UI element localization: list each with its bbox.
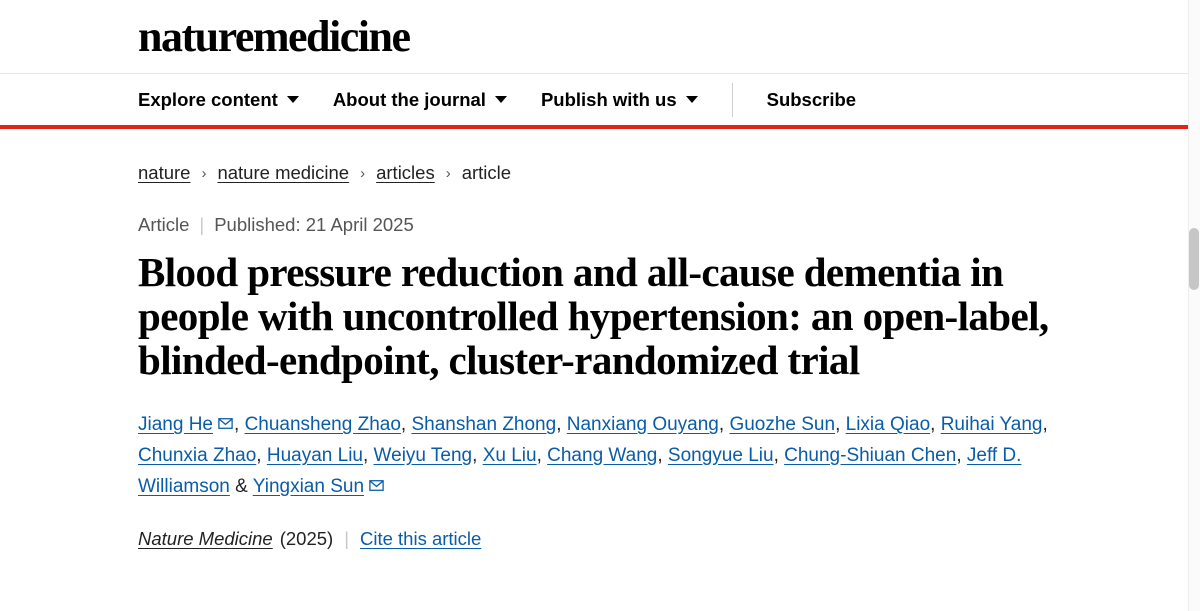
author-separator: & — [229, 475, 253, 497]
author-link[interactable]: Xu Liu — [482, 444, 537, 466]
author-separator: , — [472, 444, 483, 466]
cite-this-article-link[interactable]: Cite this article — [360, 528, 482, 550]
author-link[interactable]: Ruihai Yang — [940, 414, 1043, 436]
nav-item-explore-content[interactable] — [138, 89, 299, 111]
nav-label: About the journal — [332, 88, 486, 110]
author-link[interactable]: Jeff D. Williamson — [138, 444, 1022, 497]
author-separator: , — [234, 414, 245, 436]
article-type: Article — [138, 214, 190, 235]
author-separator: , — [556, 414, 567, 436]
masthead — [0, 0, 1200, 74]
author-link[interactable]: Shanshan Zhong — [411, 414, 557, 436]
author-separator: , — [256, 444, 267, 466]
author-link[interactable]: Nanxiang Ouyang — [566, 414, 719, 436]
article-content — [0, 162, 1200, 550]
article-published-date: Published: 21 April 2025 — [214, 214, 414, 235]
author-link[interactable]: Chang Wang — [547, 444, 658, 466]
author-link[interactable]: Chuansheng Zhao — [244, 414, 401, 436]
author-separator: , — [930, 414, 941, 436]
author-separator: , — [835, 414, 846, 436]
chevron-down-icon — [686, 96, 698, 103]
citation-divider: | — [344, 528, 349, 550]
nav-item-publish-with-us[interactable] — [541, 89, 698, 111]
logo-word-medicine: medicine — [252, 11, 410, 61]
author-link[interactable]: Guozhe Sun — [729, 414, 836, 436]
meta-divider: | — [199, 214, 205, 235]
author-link[interactable]: Weiyu Teng — [373, 444, 473, 466]
author-separator: , — [362, 444, 374, 466]
author-list — [138, 410, 1068, 502]
breadcrumb-separator-icon: › — [360, 164, 366, 182]
breadcrumb-separator-icon: › — [445, 164, 451, 182]
breadcrumb-item-articles[interactable]: articles — [376, 162, 435, 183]
article-meta — [138, 214, 1140, 236]
author-link[interactable]: Jiang He — [138, 414, 213, 436]
breadcrumb — [138, 162, 1140, 184]
chevron-down-icon — [287, 96, 299, 103]
author-link[interactable]: Huayan Liu — [266, 444, 363, 466]
author-separator: , — [718, 414, 730, 436]
breadcrumb-separator-icon: › — [201, 164, 207, 182]
author-separator: , — [536, 444, 548, 466]
corresponding-author-envelope-icon[interactable] — [218, 418, 233, 429]
nav-divider — [732, 83, 733, 117]
journal-citation — [138, 528, 1140, 550]
breadcrumb-item-nature-medicine[interactable]: nature medicine — [217, 162, 350, 183]
journal-logo[interactable] — [138, 11, 410, 61]
author-separator: , — [773, 444, 785, 466]
author-separator: , — [400, 414, 412, 436]
nav-label: Explore content — [138, 88, 278, 110]
corresponding-author-envelope-icon[interactable] — [369, 480, 384, 491]
author-link[interactable]: Songyue Liu — [667, 444, 774, 466]
author-link[interactable]: Lixia Qiao — [845, 414, 931, 436]
author-link[interactable]: Chung-Shiuan Chen — [784, 444, 957, 466]
chevron-down-icon — [495, 96, 507, 103]
logo-word-nature: nature — [138, 11, 253, 61]
nav-label: Subscribe — [766, 88, 857, 110]
scrollbar-thumb[interactable] — [1189, 228, 1199, 290]
author-link[interactable]: Yingxian Sun — [252, 475, 365, 497]
author-link[interactable]: Chunxia Zhao — [138, 444, 257, 466]
author-separator: , — [657, 444, 668, 466]
journal-year: (2025) — [279, 528, 334, 550]
author-separator: , — [956, 444, 967, 466]
breadcrumb-item-nature[interactable]: nature — [138, 162, 191, 183]
page-scrollbar[interactable] — [1188, 0, 1200, 611]
author-separator: , — [1042, 414, 1048, 436]
journal-name-link[interactable]: Nature Medicine — [138, 528, 273, 550]
nav-label: Publish with us — [540, 88, 677, 110]
nav-item-subscribe[interactable] — [767, 89, 856, 111]
page-title: Blood pressure reduction and all-cause dementia in people with uncontrolled hypertension: an open-label, blinded-endpoint, cluster-randomized trial — [138, 249, 1049, 383]
breadcrumb-current: article — [461, 162, 512, 183]
nav-item-about-the-journal[interactable] — [333, 89, 507, 111]
main-navigation — [0, 74, 1200, 129]
